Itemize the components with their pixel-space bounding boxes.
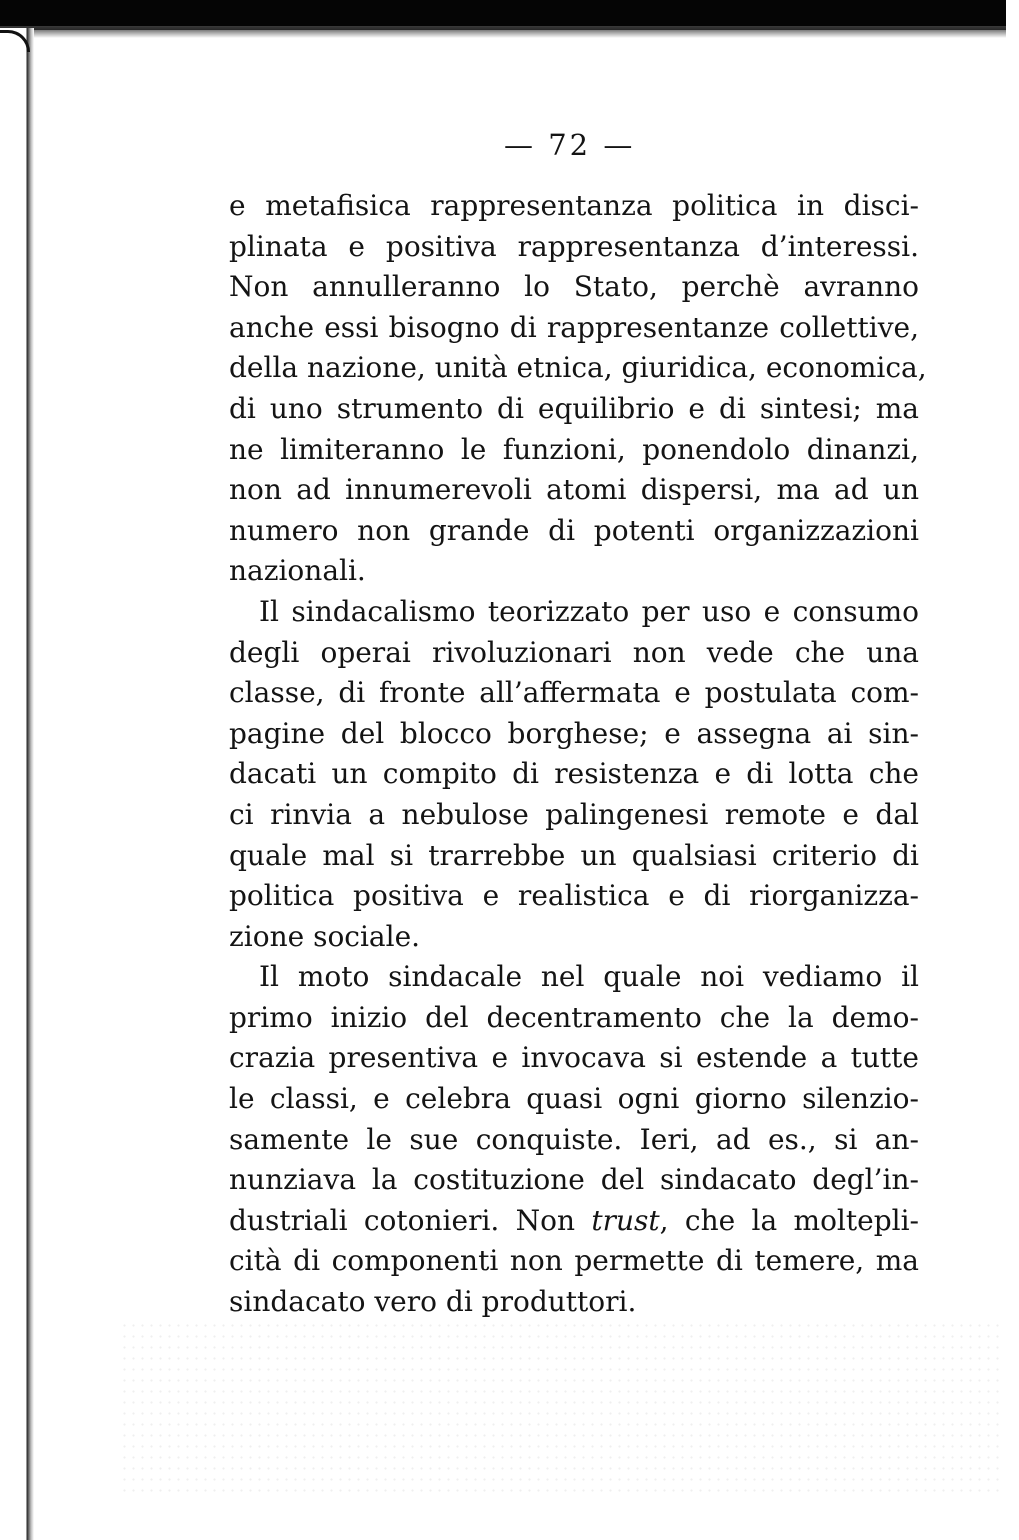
text-line: sindacato vero di produttori. [229,1285,637,1319]
text-line: samente le sue conquiste. Ieri, ad es., si an- [229,1122,919,1156]
text-run: , che la moltepli- [659,1203,919,1237]
body-text [229,186,927,1323]
text-line: della nazione, unità etnica, giuridica, economica, [229,351,927,385]
text-line: pagine del blocco borghese; e assegna ai sin- [229,716,919,750]
text-line: zione sociale. [229,919,421,953]
text-line: cità di componenti non permette di temere, ma [229,1244,919,1278]
text-line: quale mal si trarrebbe un qualsiasi criterio di [229,838,919,872]
text-line: numero non grande di potenti organizzazioni [229,513,919,547]
text-line: le classi, e celebra quasi ogni giorno silenzio- [229,1082,919,1116]
text-line: non ad innumerevoli atomi dispersi, ma ad un [229,473,919,507]
text-line: nunziava la costituzione del sindacato degl’in- [229,1163,919,1197]
scan-noise [120,1320,1000,1500]
text-line: crazia presentiva e invocava si estende a tutte [229,1041,919,1075]
text-line: Non annulleranno lo Stato, perchè avranno [229,270,919,304]
paragraph-3 [229,957,919,1322]
paragraph-1 [229,186,927,592]
text-run: dustriali cotonieri. Non [229,1203,592,1237]
text-line: dacati un compito di resistenza e di lotta che [229,757,919,791]
text-line: politica positiva e realistica e di riorganizza- [229,879,919,913]
text-line: di uno strumento di equilibrio e di sintesi; ma [229,391,919,425]
text-line: nazionali. [229,554,366,588]
scan-left-binding-edge [0,28,34,1540]
text-line: Il sindacalismo teorizzato per uso e consumo [259,594,919,628]
italic-word-trust: trust [591,1203,660,1237]
text-line [229,1201,919,1242]
text-line: degli operai rivoluzionari non vede che una [229,635,919,669]
text-line: Il moto sindacale nel quale noi vediamo il [259,960,919,994]
page-number: — 72 — [504,128,636,162]
text-line: primo inizio del decentramento che la demo- [229,1000,919,1034]
text-line: ne limiteranno le funzioni, ponendolo dinanzi, [229,432,919,466]
text-line: plinata e positiva rappresentanza d’interessi. [229,229,919,263]
scan-top-shadow [0,26,1006,38]
text-line: classe, di fronte all’affermata e postulata com- [229,676,919,710]
text-line: ci rinvia a nebulose palingenesi remote e dal [229,797,919,831]
text-line: anche essi bisogno di rappresentanze collettive, [229,310,919,344]
text-line: e metafisica rappresentanza politica in disci- [229,189,919,222]
paragraph-2 [229,592,919,957]
